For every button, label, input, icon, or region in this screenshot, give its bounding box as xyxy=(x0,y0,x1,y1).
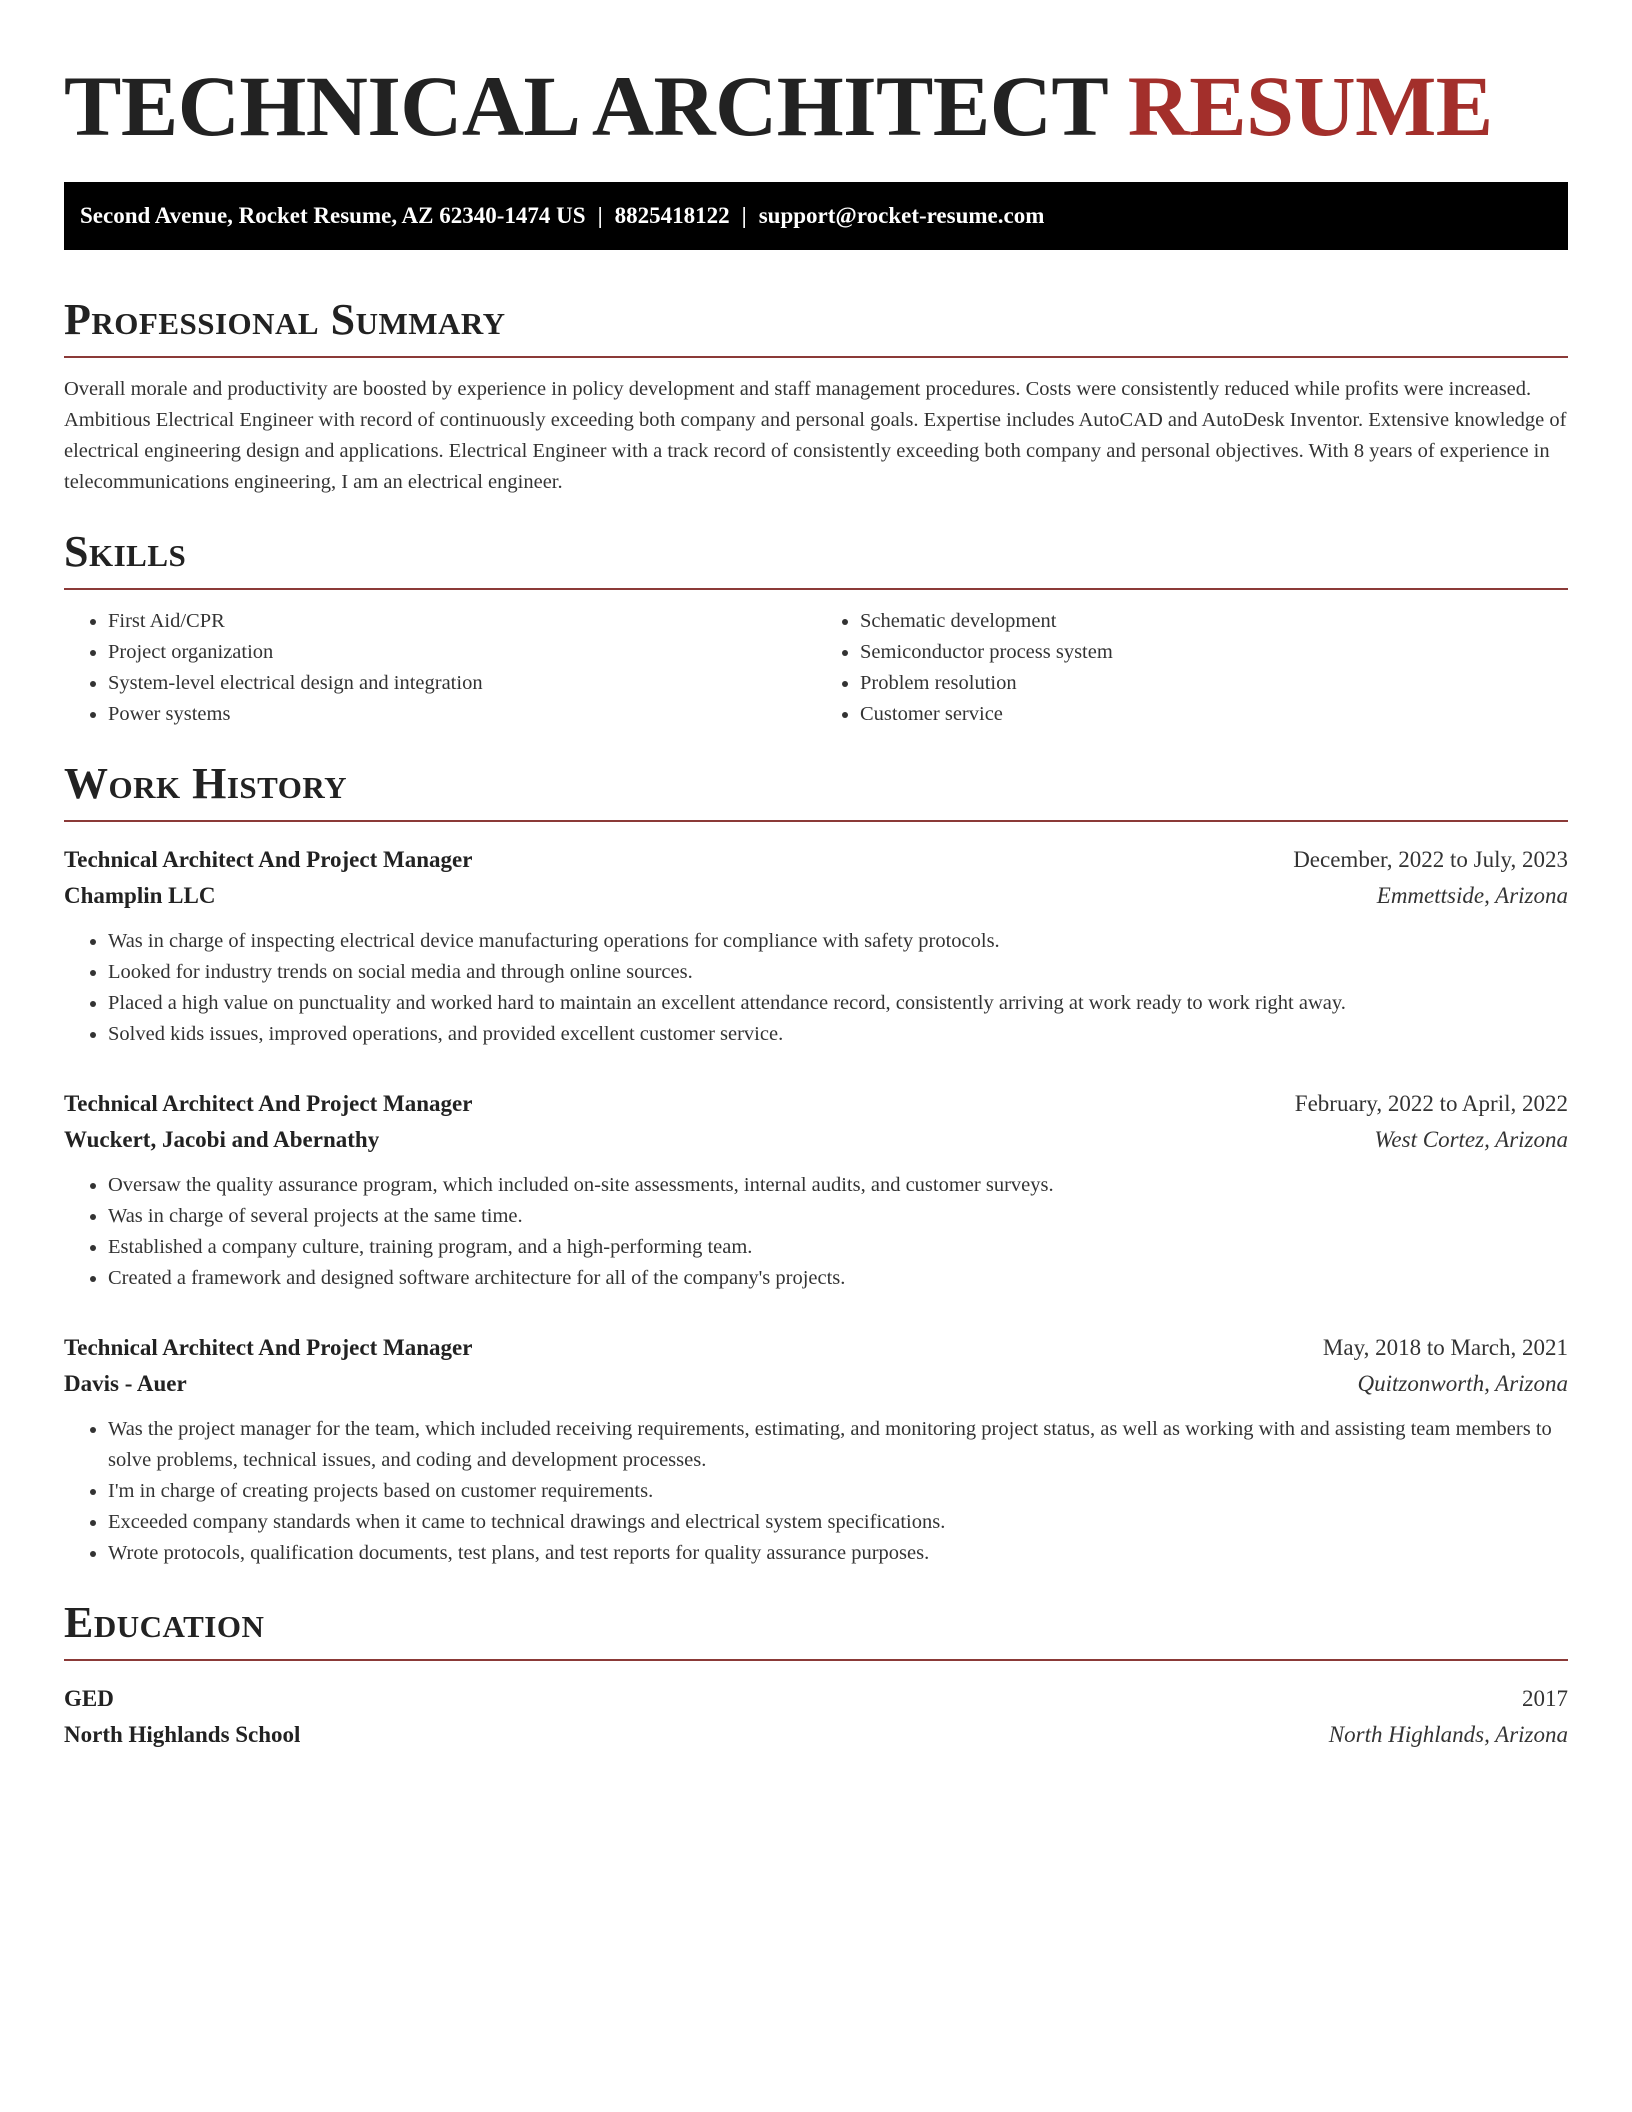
contact-email: support@rocket-resume.com xyxy=(758,203,1045,228)
skill-item: • Customer service xyxy=(860,699,1568,730)
work-history-section xyxy=(64,758,1568,1569)
job-entry xyxy=(64,1086,1568,1294)
job-header-row xyxy=(64,1330,1568,1366)
section-heading-work-history: Work History xyxy=(64,759,348,808)
summary-section xyxy=(64,294,1568,498)
job-title: Technical Architect And Project Manager xyxy=(64,847,473,872)
skill-item: • First Aid/CPR xyxy=(108,606,816,637)
education-degree: GED xyxy=(64,1686,114,1711)
job-bullet: • Was in charge of inspecting electrical device manufacturing operations for compliance with safety protocols. xyxy=(108,926,1568,957)
section-divider xyxy=(64,588,1568,590)
contact-address: Second Avenue, Rocket Resume, AZ 62340-1474 US xyxy=(80,203,586,228)
skills-list-right xyxy=(816,606,1568,730)
job-bullet: • Placed a high value on punctuality and worked hard to maintain an excellent attendance record, consistently arriving at work ready to work right away. xyxy=(108,988,1568,1019)
skill-item: • Semiconductor process system xyxy=(860,637,1568,668)
skill-item: • System-level electrical design and integration xyxy=(108,668,816,699)
job-company-row xyxy=(64,1122,1568,1158)
job-company: Davis - Auer xyxy=(64,1371,187,1396)
skill-item: • Problem resolution xyxy=(860,668,1568,699)
job-dates: February, 2022 to April, 2022 xyxy=(1294,1091,1568,1116)
section-heading-education: Education xyxy=(64,1598,265,1647)
section-heading-skills: Skills xyxy=(64,527,187,576)
job-bullet: • Created a framework and designed software architecture for all of the company's projects. xyxy=(108,1263,1568,1294)
job-company: Champlin LLC xyxy=(64,883,216,908)
title-main: TECHNICAL ARCHITECT xyxy=(64,58,1107,154)
education-location: North Highlands, Arizona xyxy=(1328,1722,1568,1747)
contact-separator: | xyxy=(741,203,747,228)
skills-section xyxy=(64,526,1568,730)
job-title: Technical Architect And Project Manager xyxy=(64,1091,473,1116)
skill-item: • Schematic development xyxy=(860,606,1568,637)
job-bullets xyxy=(64,926,1568,1050)
job-bullet: • I'm in charge of creating projects based on customer requirements. xyxy=(108,1476,1568,1507)
skill-item: • Project organization xyxy=(108,637,816,668)
job-bullets xyxy=(64,1414,1568,1569)
contact-phone: 8825418122 xyxy=(614,203,730,228)
job-bullet: • Exceeded company standards when it came to technical drawings and electrical system specifications. xyxy=(108,1507,1568,1538)
summary-text: Overall morale and productivity are boosted by experience in policy development and staff management procedures. Costs were consistently reduced while profits were increased. Ambitious Electrical Engineer with record of continuously exceeding both company and personal goals. Expertise includes AutoCAD and AutoDesk Inventor. Extensive knowledge of electrical engineering design and applications. Electrical Engineer with a track record of consistently exceeding both company and personal objectives. With 8 years of experience in telecommunications engineering, I am an electrical engineer. xyxy=(64,378,1567,493)
job-header-row xyxy=(64,842,1568,878)
skill-item: • Power systems xyxy=(108,699,816,730)
job-bullet: • Looked for industry trends on social media and through online sources. xyxy=(108,957,1568,988)
job-entry xyxy=(64,842,1568,1050)
title-accent: RESUME xyxy=(1127,58,1493,154)
job-dates: December, 2022 to July, 2023 xyxy=(1293,847,1568,872)
job-location: Quitzonworth, Arizona xyxy=(1357,1371,1568,1396)
job-bullet: • Was the project manager for the team, which included receiving requirements, estimating, and monitoring project status, as well as working with and assisting team members to solve problems, technical issues, and coding and development processes. xyxy=(108,1414,1568,1476)
section-divider xyxy=(64,820,1568,822)
section-divider xyxy=(64,356,1568,358)
job-company-row xyxy=(64,1366,1568,1402)
job-title: Technical Architect And Project Manager xyxy=(64,1335,473,1360)
skills-list-left xyxy=(64,606,816,730)
job-bullets xyxy=(64,1170,1568,1294)
job-company-row xyxy=(64,878,1568,914)
job-bullet: • Wrote protocols, qualification documents, test plans, and test reports for quality assurance purposes. xyxy=(108,1538,1568,1569)
job-dates: May, 2018 to March, 2021 xyxy=(1322,1335,1568,1360)
job-bullet: • Oversaw the quality assurance program, which included on-site assessments, internal audits, and customer surveys. xyxy=(108,1170,1568,1201)
job-location: Emmettside, Arizona xyxy=(1376,883,1568,908)
skills-columns xyxy=(64,606,1568,730)
education-section xyxy=(64,1597,1568,1753)
contact-separator: | xyxy=(597,203,603,228)
education-school: North Highlands School xyxy=(64,1722,301,1747)
job-bullet: • Solved kids issues, improved operations, and provided excellent customer service. xyxy=(108,1019,1568,1050)
education-degree-row xyxy=(64,1681,1568,1717)
education-school-row xyxy=(64,1717,1568,1753)
job-header-row xyxy=(64,1086,1568,1122)
section-heading-summary: Professional Summary xyxy=(64,295,506,344)
job-bullet: • Established a company culture, training program, and a high-performing team. xyxy=(108,1232,1568,1263)
contact-bar xyxy=(64,182,1568,250)
job-location: West Cortez, Arizona xyxy=(1374,1127,1568,1152)
resume-title xyxy=(64,56,1568,156)
section-divider xyxy=(64,1659,1568,1661)
education-entry xyxy=(64,1681,1568,1753)
job-entry xyxy=(64,1330,1568,1569)
job-company: Wuckert, Jacobi and Abernathy xyxy=(64,1127,380,1152)
job-bullet: • Was in charge of several projects at the same time. xyxy=(108,1201,1568,1232)
education-year: 2017 xyxy=(1522,1686,1568,1711)
